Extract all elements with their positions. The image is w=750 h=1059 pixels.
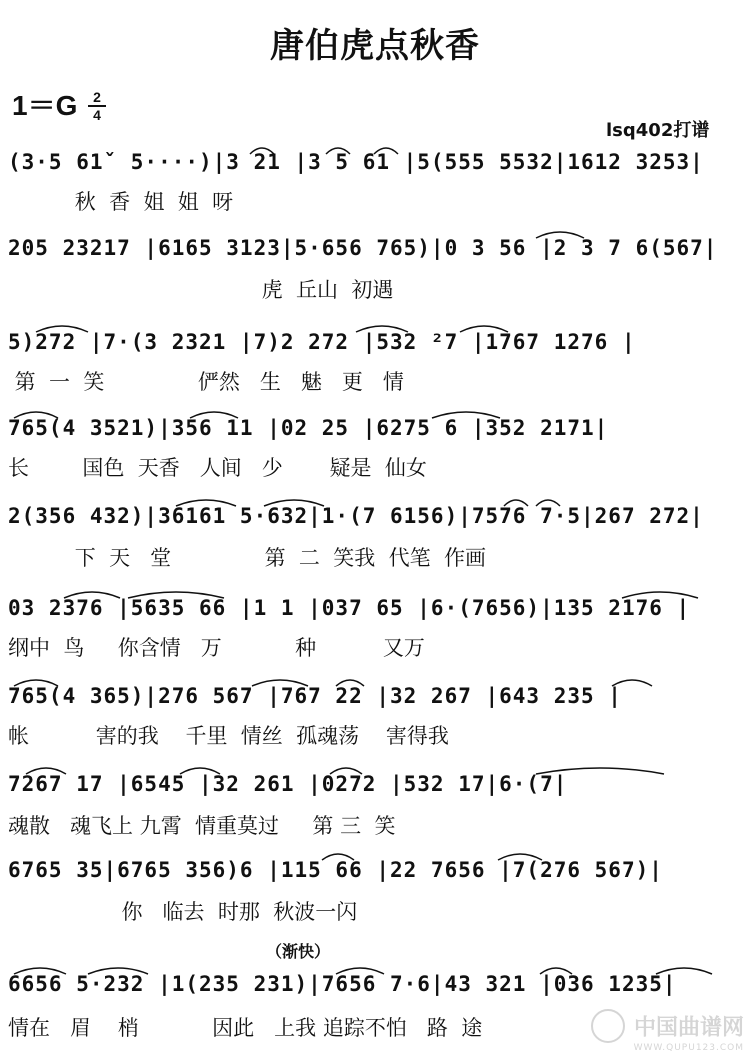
transcriber-credit: lsq402打谱 [606,120,710,141]
notation-row: 6656 5·232 |1(235 231)|7656 7·6|43 321 |036 1235| [8,972,677,996]
notation-row: 5)272 |7·(3 2321 |7)2 272 |532 ²7 |1767 1276 | [8,330,636,354]
time-signature-bottom: 4 [93,107,101,123]
notation-row: 6765 35|6765 356)6 |115 66 |22 7656 |7(276 567)| [8,858,663,882]
watermark-text: 中国曲谱网 [633,1015,744,1041]
notation-row: 765(4 3521)|356 11 |02 25 |6275 6 |352 2171| [8,416,609,440]
tempo-marking: （渐快） [266,942,331,961]
watermark-url: WWW.QUPU123.COM [633,1043,744,1053]
lyrics-row: 长 国色 天香 人间 少 疑是 仙女 [8,456,427,480]
lyrics-row: 魂散 魂飞上 九霄 情重莫过 第 三 笑 [8,814,396,838]
notation-row: 765(4 365)|276 567 |767 22 |32 267 |643 235 | [8,684,622,708]
lyrics-row: 下 天 堂 第 二 笑我 代笔 作画 [8,546,486,570]
lyrics-row: 秋 香 姐 姐 呀 [8,190,234,214]
time-signature [88,90,106,122]
watermark-logo-icon [591,1009,625,1043]
score-title: 唐伯虎点秋香 [270,26,480,66]
lyrics-row: 情在 眉 梢 因此 上我 追踪不怕 路 途 [8,1016,483,1040]
lyrics-row: 帐 害的我 千里 情丝 孤魂荡 害得我 [8,724,449,748]
site-watermark [591,1009,744,1053]
notation-row: 2(356 432)|36161 5·632|1·(7 6156)|7576 7·5|267 272| [8,504,704,528]
time-signature-top: 2 [93,89,101,105]
notation-row: 7267 17 |6545 |32 261 |0272 |532 17|6·(7| [8,772,568,796]
key-signature: 1＝G [12,90,78,121]
lyrics-row: 第 一 笑 俨然 生 魅 更 情 [8,370,404,394]
notation-row: (3·5 61ˇ 5····)|3 21 |3 5 61 |5(555 5532|1612 3253| [8,150,704,174]
lyrics-row: 你 临去 时那 秋波一闪 [8,900,358,924]
notation-row: 03 2376 |5635 66 |1 1 |037 65 |6·(7656)|135 2176 | [8,596,691,620]
lyrics-row: 纲中 鸟 你含情 万 种 又万 [8,636,425,660]
notation-row: 205 23217 |6165 3123|5·656 765)|0 3 56 |2 3 7 6(567| [8,236,718,260]
lyrics-row: 虎 丘山 初遇 [8,278,394,302]
